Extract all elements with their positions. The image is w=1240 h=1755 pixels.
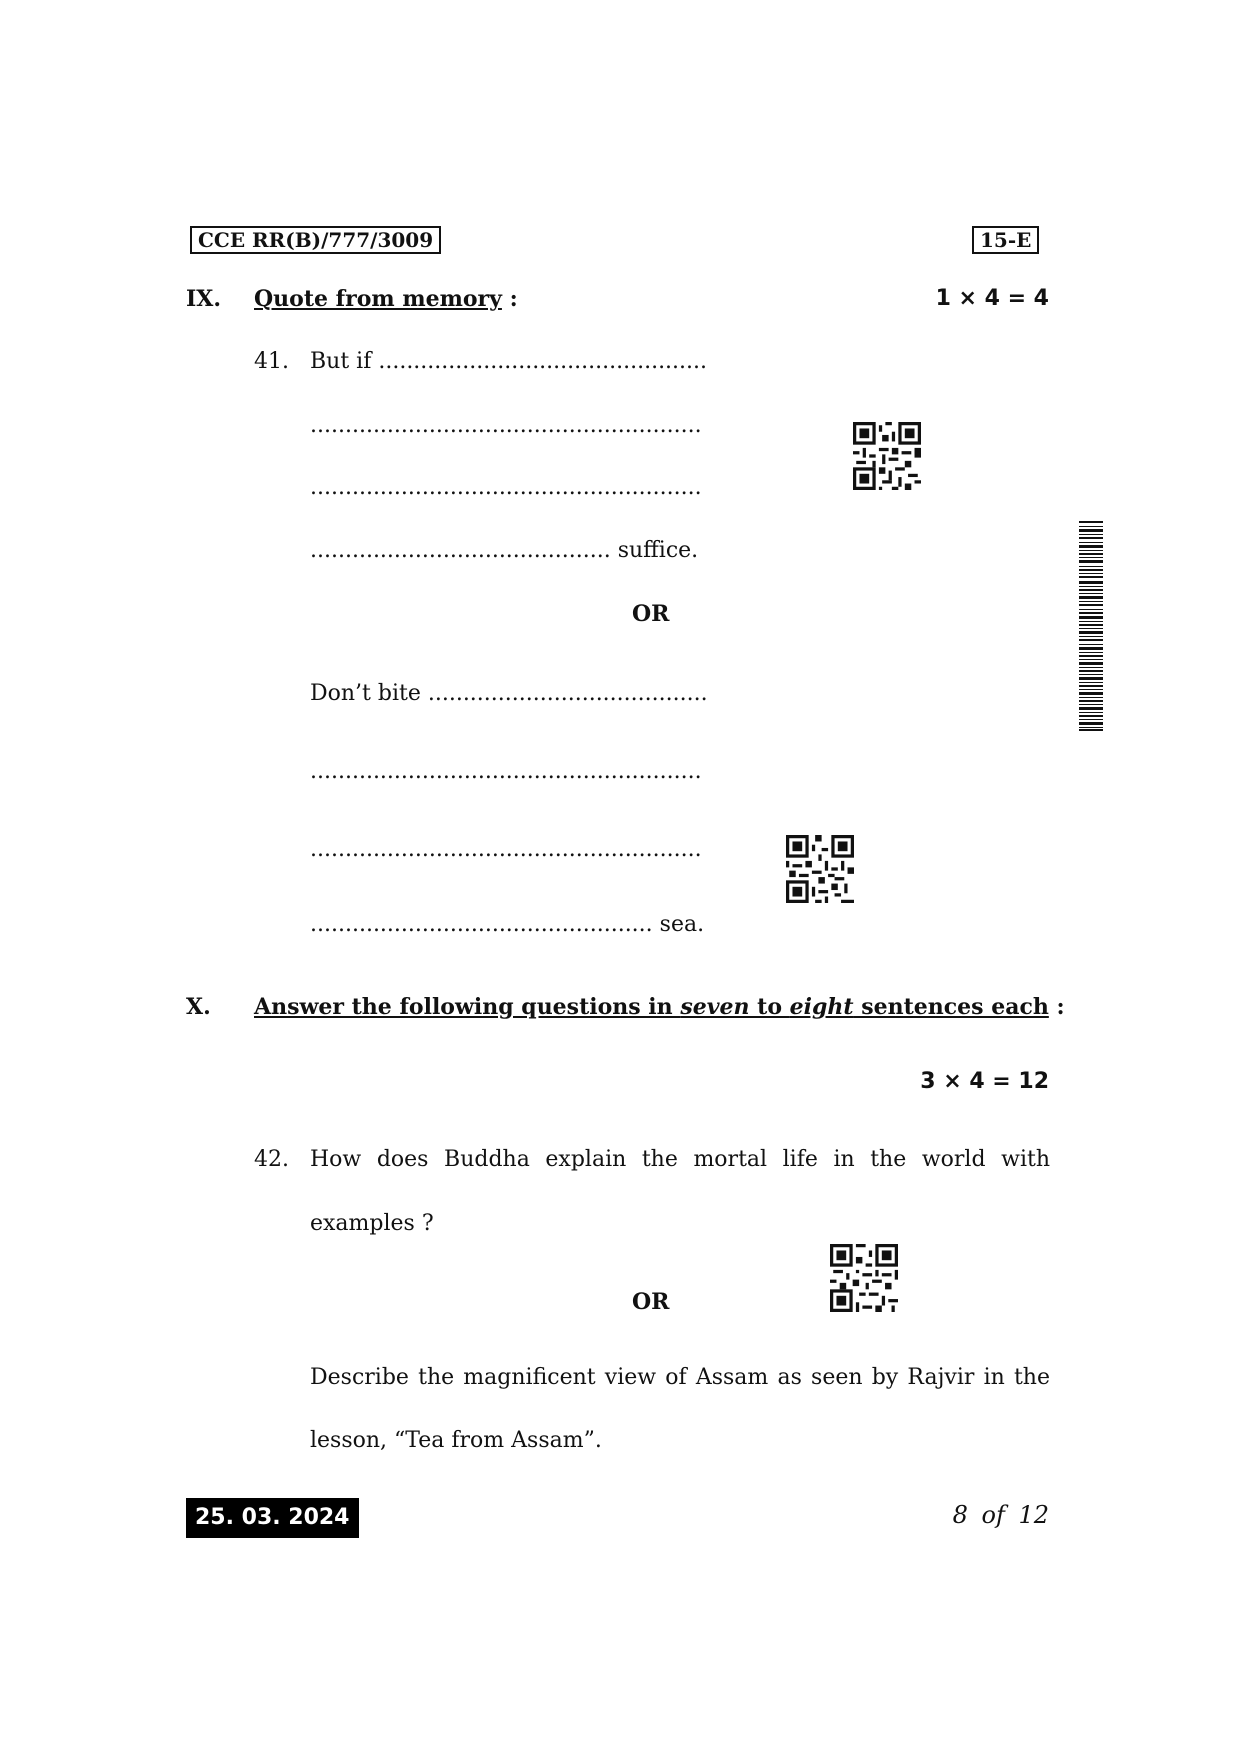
q42-text-line-2: examples ? xyxy=(310,1211,434,1236)
q41-a-line-3: ........................................................ xyxy=(310,475,702,500)
page-number: 8 of 12 xyxy=(952,1501,1049,1529)
section-x-heading xyxy=(254,994,1065,1020)
section-x-marks: 3 × 4 = 12 xyxy=(920,1069,1049,1094)
section-x-title-em2: eight xyxy=(789,994,854,1020)
section-x-title-part3: sentences each xyxy=(853,994,1049,1020)
q41-b-line-4: ................................................. sea. xyxy=(310,912,705,937)
qr-code-icon xyxy=(786,835,854,903)
section-ix-colon: : xyxy=(509,286,518,312)
section-x-title xyxy=(254,994,1049,1020)
section-ix-title: Quote from memory xyxy=(254,286,502,312)
section-x-title-part2: to xyxy=(749,994,790,1020)
barcode-icon xyxy=(1079,521,1103,731)
version-code: 15-E xyxy=(972,226,1039,254)
q41-b-line-1: Don’t bite ........................................ xyxy=(310,681,708,706)
paper-code: CCE RR(B)/777/3009 xyxy=(190,226,441,254)
section-ix-heading xyxy=(254,286,518,312)
q41-a-line-4: ........................................... suffice. xyxy=(310,538,699,563)
q41-a-line-2: ........................................................ xyxy=(310,413,702,438)
qr-code-icon xyxy=(830,1244,898,1312)
qr-code-icon xyxy=(853,422,921,490)
section-ix-marks: 1 × 4 = 4 xyxy=(935,286,1049,311)
section-x-number: X. xyxy=(186,994,211,1020)
question-41-number: 41. xyxy=(254,349,289,374)
q41-a-line-1: But if ............................................... xyxy=(310,349,708,374)
section-x-title-part1: Answer the following questions in xyxy=(254,994,681,1020)
exam-date: 25. 03. 2024 xyxy=(186,1498,359,1538)
section-x-colon: : xyxy=(1056,994,1065,1020)
q42-alt-line-2: lesson, “Tea from Assam”. xyxy=(310,1428,602,1453)
question-42-number: 42. xyxy=(254,1147,289,1172)
q41-or: OR xyxy=(632,601,670,627)
q42-text-line-1: How does Buddha explain the mortal life in the world with xyxy=(310,1147,1050,1172)
q41-b-line-2: ........................................................ xyxy=(310,759,702,784)
section-ix-number: IX. xyxy=(186,286,222,312)
q42-alt-line-1: Describe the magnificent view of Assam as seen by Rajvir in the xyxy=(310,1365,1050,1390)
q42-or: OR xyxy=(632,1289,670,1315)
q41-b-line-3: ........................................................ xyxy=(310,837,702,862)
section-x-title-em1: seven xyxy=(680,994,750,1020)
